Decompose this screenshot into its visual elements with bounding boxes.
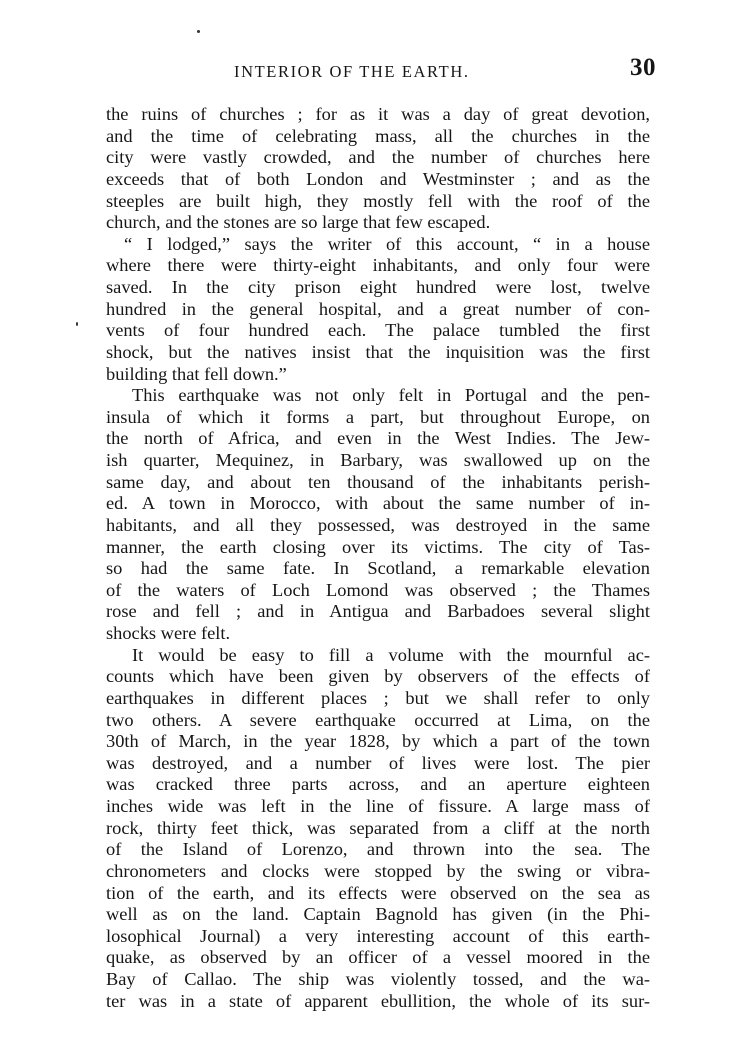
text-line: quake, as observed by an officer of a vessel moored in the [106,947,650,968]
text-line: “ I lodged,” says the writer of this account, “ in a house [124,233,650,254]
text-line: losophical Journal) a very interesting account of this earth- [106,925,650,946]
text-line: steeples are built high, they mostly fell with the roof of the [106,190,650,211]
text-line: chronometers and clocks were stopped by the swing or vibra- [106,860,650,881]
text-line: exceeds that of both London and Westminster ; and as the [106,168,650,189]
text-line: building that fell down.” [106,363,287,384]
text-line: same day, and about ten thousand of the inhabitants perish- [106,471,650,492]
text-line: This earthquake was not only felt in Portugal and the pen- [132,385,650,406]
text-line: habitants, and all they possessed, was destroyed in the same [106,514,650,535]
text-line: 30th of March, in the year 1828, by which a part of the town [106,731,650,752]
text-line: church, and the stones are so large that few escaped. [106,212,491,233]
text-line: insula of which it forms a part, but throughout Europe, on [106,406,650,427]
text-line: inches wide was left in the line of fissure. A large mass of [106,796,650,816]
text-line: ed. A town in Morocco, with about the same number of in- [106,493,650,514]
text-line: vents of four hundred each. The palace tumbled the first [106,320,650,341]
running-head [100,54,656,88]
text-line: was cracked three parts across, and an aperture eighteen [106,774,650,795]
text-line: It would be easy to fill a volume with the mournful ac- [132,644,650,665]
text-line: rose and fell ; and in Antigua and Barbadoes several slight [106,601,650,622]
text-line: earthquakes in different places ; but we shall refer to only [106,687,650,708]
text-line: saved. In the city prison eight hundred were lost, twelve [106,277,650,297]
text-line: well as on the land. Captain Bagnold has given (in the Phi- [106,904,650,925]
text-line: counts which have been given by observers of the effects of [106,666,650,687]
text-line: of the Island of Lorenzo, and thrown into the sea. The [106,839,650,860]
text-line: tion of the earth, and its effects were observed on the sea as [106,882,650,903]
text-line: ish quarter, Mequinez, in Barbary, was swallowed up on the [106,450,650,470]
text-line: of the waters of Loch Lomond was observed ; the Thames [106,579,650,600]
page-number: 30 [630,54,656,81]
text-line: was destroyed, and a number of lives were lost. The pier [106,752,650,773]
running-title: INTERIOR OF THE EARTH. [234,62,470,81]
text-line: and the time of celebrating mass, all the churches in the [106,125,650,146]
text-line: where there were thirty-eight inhabitants, and only four were [106,255,650,276]
ink-speck [76,322,78,326]
text-line: two others. A severe earthquake occurred at Lima, on the [106,709,650,730]
text-line: shocks were felt. [106,623,231,643]
text-line: Bay of Callao. The ship was violently tossed, and the wa- [106,969,650,989]
ink-speck [197,30,200,33]
text-line: hundred in the general hospital, and a great number of con- [106,298,650,319]
text-line: ter was in a state of apparent ebullition, the whole of its sur- [106,990,650,1011]
text-line: shock, but the natives insist that the inquisition was the first [106,341,650,362]
text-line: manner, the earth closing over its victims. The city of Tas- [106,536,650,557]
text-line: city were vastly crowded, and the number of churches here [106,147,650,168]
body-text [106,104,650,1012]
text-line: the ruins of churches ; for as it was a day of great devotion, [106,104,650,124]
text-line: rock, thirty feet thick, was separated from a cliff at the north [106,817,650,838]
text-line: the north of Africa, and even in the West Indies. The Jew- [106,428,650,449]
text-line: so had the same fate. In Scotland, a remarkable elevation [106,558,650,579]
